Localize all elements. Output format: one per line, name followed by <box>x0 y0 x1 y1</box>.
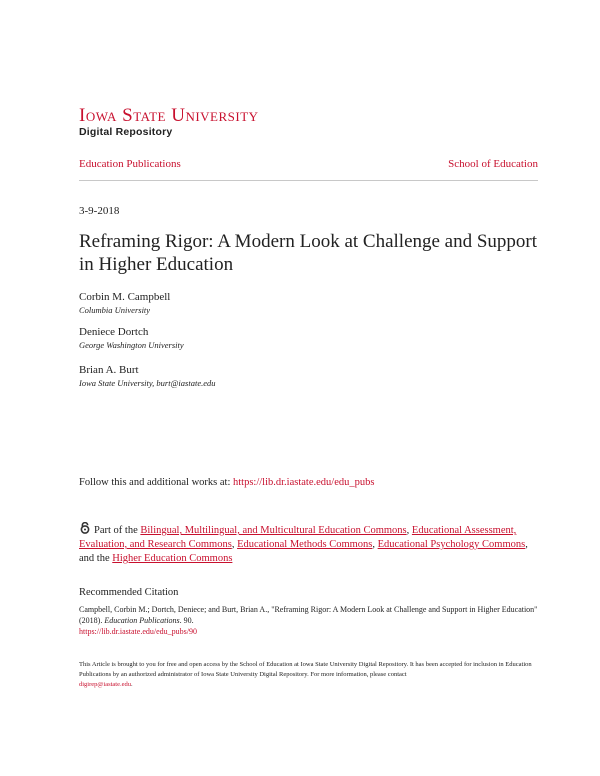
follow-text: Follow this and additional works at: <box>79 477 233 488</box>
author-name: Deniece Dortch <box>79 326 149 338</box>
author-name: Corbin M. Campbell <box>79 291 171 303</box>
commons-link[interactable]: Educational Assessment, Evaluation, and Research Commons <box>79 525 517 550</box>
recommended-citation <box>79 604 539 637</box>
citation-number: . 90. <box>179 616 194 625</box>
author-name: Brian A. Burt <box>79 364 139 376</box>
citation-text: Campbell, Corbin M.; Dortch, Deniece; and Burt, Brian A., "Reframing Rigor: A Modern Look at Challenge and Support in Higher Education" (2018). <box>79 605 538 625</box>
logo-university-name: Iowa State University <box>79 105 259 126</box>
and-the-text: , and the <box>79 539 528 564</box>
access-notice <box>79 660 539 690</box>
separator: , <box>406 525 412 536</box>
separator: , <box>231 539 238 550</box>
publication-date: 3-9-2018 <box>79 205 120 217</box>
citation-journal: Education Publications <box>104 616 180 625</box>
separator: , <box>372 539 378 550</box>
access-notice-text: This Article is brought to you for free and open access by the School of Education at Iowa State University Digital Repository. It has been accepted for inclusion in Education Publications by an authorized administrator of Iowa State University Digital Repository. For more information, please contact <box>79 661 532 678</box>
collection-link-school-of-education[interactable]: School of Education <box>448 158 538 170</box>
author-affiliation: Iowa State University, burt@iastate.edu <box>79 378 216 388</box>
contact-email-link[interactable]: digirep@iastate.edu <box>79 681 132 688</box>
header-divider <box>79 180 538 181</box>
author-affiliation: George Washington University <box>79 340 184 350</box>
part-of-prefix: Part of the <box>94 525 141 536</box>
commons-link[interactable]: Educational Methods Commons <box>237 539 373 550</box>
part-of-commons <box>79 522 539 566</box>
commons-link[interactable]: Higher Education Commons <box>112 553 233 564</box>
recommended-citation-heading: Recommended Citation <box>79 587 179 598</box>
logo-repository-name: Digital Repository <box>79 126 173 138</box>
commons-link[interactable]: Bilingual, Multilingual, and Multicultural Education Commons <box>140 525 407 536</box>
author-affiliation: Columbia University <box>79 305 151 315</box>
open-access-icon <box>79 522 91 534</box>
commons-link[interactable]: Educational Psychology Commons <box>377 539 526 550</box>
citation-link[interactable]: https://lib.dr.iastate.edu/edu_pubs/90 <box>79 627 197 636</box>
university-logo[interactable] <box>79 106 259 138</box>
access-notice-end: . <box>131 681 133 688</box>
follow-works-line <box>79 477 374 488</box>
article-title: Reframing Rigor: A Modern Look at Challenge and Support in Higher Education <box>79 231 538 275</box>
collection-link-education-publications[interactable]: Education Publications <box>79 158 181 170</box>
follow-works-link[interactable]: https://lib.dr.iastate.edu/edu_pubs <box>233 477 375 488</box>
